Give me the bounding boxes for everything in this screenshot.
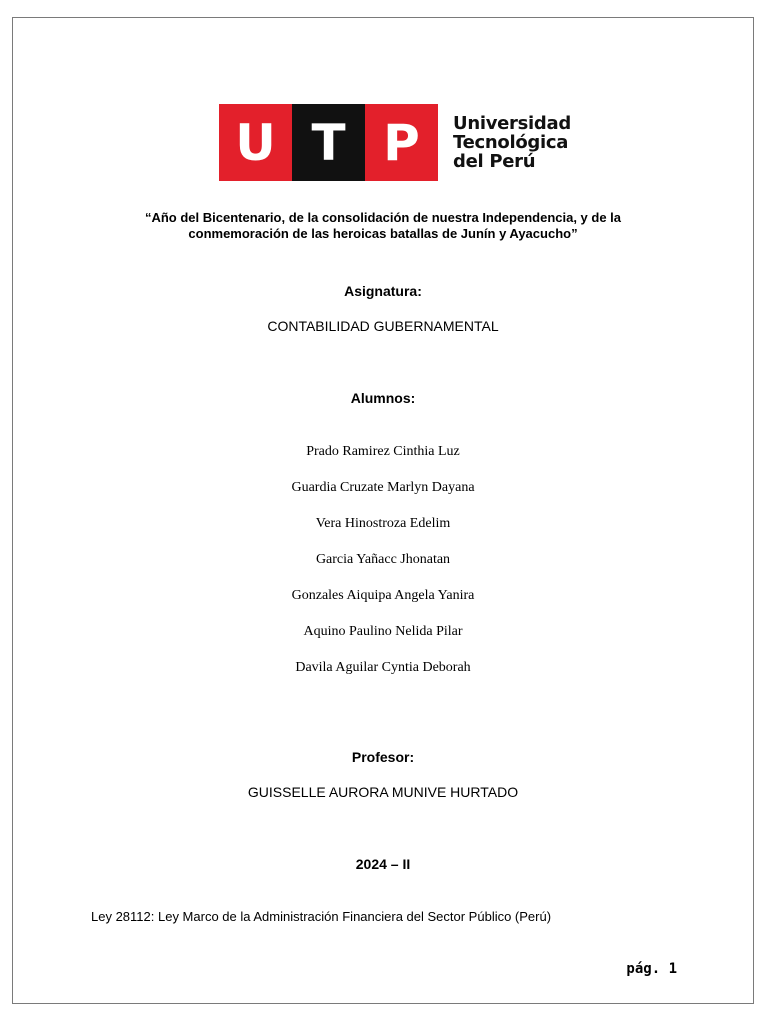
- student-name: Gonzales Aiquipa Angela Yanira: [291, 588, 475, 603]
- alumnos-label: Alumnos:: [350, 390, 416, 406]
- student-name: Garcia Yañacc Jhonatan: [315, 552, 451, 567]
- student-name: Vera Hinostroza Edelim: [315, 516, 451, 531]
- year-motto: “Año del Bicentenario, de la consolidación de nuestra Independencia, y de la conmemoración de las heroicas batallas de Junín y Ayacucho”: [144, 210, 622, 241]
- student-name: Guardia Cruzate Marlyn Dayana: [291, 480, 475, 495]
- logo-name-line: Tecnológica: [453, 132, 569, 153]
- academic-period: 2024 – II: [355, 856, 411, 872]
- asignatura-value: CONTABILIDAD GUBERNAMENTAL: [267, 318, 499, 334]
- logo-letter-p: P: [365, 104, 438, 181]
- logo-letter-t: T: [292, 104, 365, 181]
- logo-name-line: del Perú: [453, 151, 536, 172]
- logo-university-name: [453, 114, 571, 171]
- document-page: [12, 17, 754, 1004]
- logo-letter-u: U: [219, 104, 292, 181]
- student-name: Davila Aguilar Cyntia Deborah: [295, 660, 471, 675]
- logo-name-line: Universidad: [453, 113, 571, 134]
- profesor-label: Profesor:: [351, 749, 415, 765]
- utp-logo: [219, 104, 571, 181]
- profesor-value: GUISSELLE AURORA MUNIVE HURTADO: [247, 784, 519, 800]
- student-name: Prado Ramirez Cinthia Luz: [306, 444, 460, 459]
- page-number: pág. 1: [626, 961, 677, 977]
- student-name: Aquino Paulino Nelida Pilar: [303, 624, 463, 639]
- asignatura-label: Asignatura:: [344, 283, 422, 299]
- law-reference: Ley 28112: Ley Marco de la Administración Financiera del Sector Público (Perú): [91, 909, 552, 924]
